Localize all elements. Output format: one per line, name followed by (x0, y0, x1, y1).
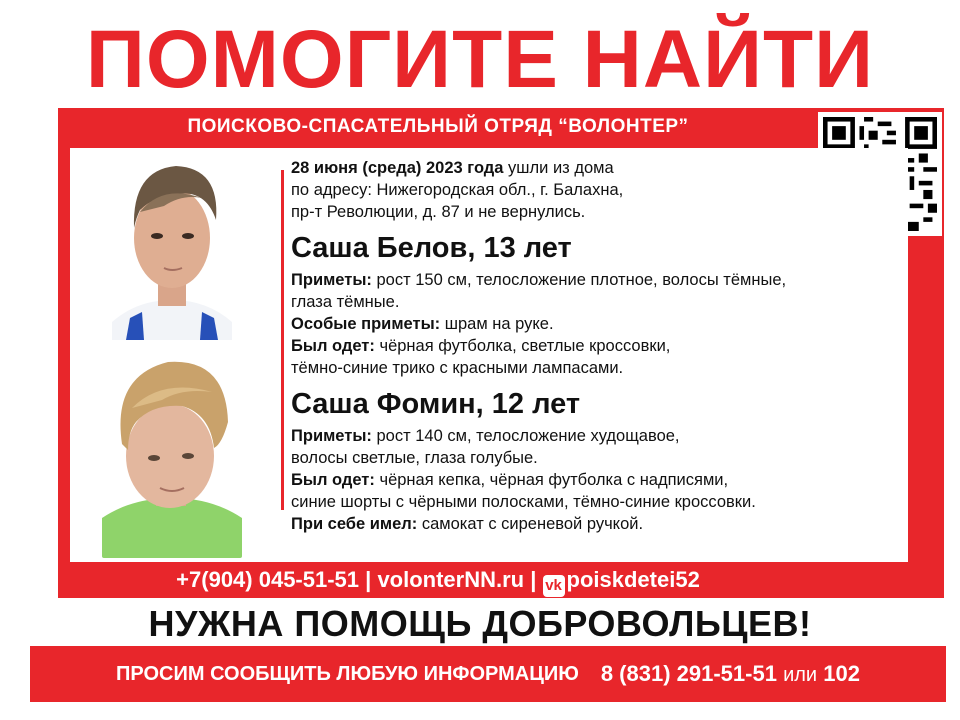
person1-clothes-label: Был одет: (291, 337, 375, 355)
person2-signs-text: рост 140 см, телосложение худощавое, (371, 427, 680, 445)
person1-clothes-text: чёрная футболка, светлые кроссовки, (374, 337, 671, 355)
footer-ask-text: ПРОСИМ СООБЩИТЬ ЛЮБУЮ ИНФОРМАЦИЮ (116, 662, 579, 685)
intro-line-1 (291, 157, 901, 179)
person2-items-text: самокат с сиреневой ручкой. (417, 515, 644, 533)
contact-line (58, 566, 818, 597)
footer-or: или (783, 664, 818, 686)
contact-phone[interactable]: +7(904) 045-51-51 (176, 567, 360, 592)
person2-clothes-text: чёрная кепка, чёрная футболка с надписями, (374, 471, 729, 489)
volunteers-needed-heading: НУЖНА ПОМОЩЬ ДОБРОВОЛЬЦЕВ! (148, 603, 812, 644)
person1-special (291, 313, 901, 335)
person1-signs-label: Приметы: (291, 271, 372, 289)
footer-phone[interactable]: 8 (831) 291-51-51 (600, 661, 777, 686)
person1-clothes-cont: тёмно-синие трико с красными лампасами. (291, 359, 624, 377)
organization-name: ПОИСКОВО-СПАСАТЕЛЬНЫЙ ОТРЯД “ВОЛОНТЕР” (187, 116, 689, 137)
poster-title: ПОМОГИТЕ НАЙТИ (85, 14, 875, 105)
intro-line-3: пр-т Революции, д. 87 и не вернулись. (291, 203, 586, 221)
intro-line-1-rest: ушли из дома (503, 159, 614, 177)
red-divider-line (281, 170, 284, 510)
person2-clothes-label: Был одет: (291, 471, 375, 489)
contact-separator: | (530, 567, 537, 592)
disappearance-date: 28 июня (среда) 2023 года (291, 159, 504, 177)
person2-name: Саша Фомин, 12 лет (291, 388, 581, 420)
person2-items-label: При себе имел: (291, 515, 418, 533)
person1-signs-text: рост 150 см, телосложение плотное, волосы тёмные, (371, 271, 787, 289)
person1-signs (291, 269, 901, 291)
footer-phones (601, 661, 860, 687)
person1-name: Саша Белов, 13 лет (291, 232, 572, 264)
person2-items (291, 513, 901, 535)
photo-sasha-belov (102, 150, 242, 340)
vk-icon: vk (543, 575, 565, 597)
person2-signs (291, 425, 901, 447)
contact-separator: | (365, 567, 372, 592)
person2-clothes (291, 469, 901, 491)
vk-link[interactable]: poiskdetei52 (566, 567, 700, 592)
contact-site-link[interactable]: volonterNN.ru (377, 567, 525, 592)
person1-special-label: Особые приметы: (291, 315, 441, 333)
footer-emergency-number[interactable]: 102 (823, 661, 860, 686)
person1-special-text: шрам на руке. (440, 315, 554, 333)
person2-signs-cont: волосы светлые, глаза голубые. (291, 449, 538, 467)
intro-line-2: по адресу: Нижегородская обл., г. Балахна, (291, 181, 624, 199)
photo-sasha-fomin (102, 348, 242, 558)
person1-clothes (291, 335, 901, 357)
person2-signs-label: Приметы: (291, 427, 372, 445)
footer-bar (30, 646, 946, 702)
person2-clothes-cont: синие шорты с чёрными полосками, тёмно-синие кроссовки. (291, 493, 756, 511)
person1-signs-cont: глаза тёмные. (291, 293, 400, 311)
description-block (291, 157, 901, 535)
